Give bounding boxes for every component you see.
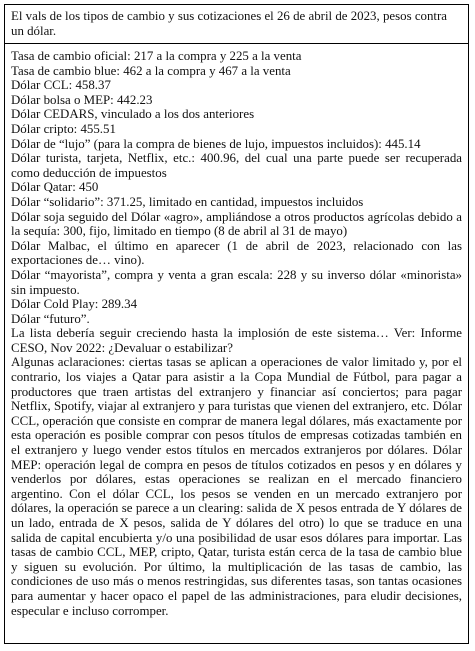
line-dolar-qatar: Dólar Qatar: 450	[11, 180, 99, 195]
line-dolar-malbac: Dólar Malbac, el último en aparecer (1 de abril de 2023, relacionado con las exportaciones de… vino).	[11, 238, 462, 268]
line-blue-rate: Tasa de cambio blue: 462 a la compra y 467 a la venta	[11, 63, 291, 78]
line-dolar-mep: Dólar bolsa o MEP: 442.23	[11, 92, 153, 107]
clarifications-paragraph: Algunas aclaraciones: ciertas tasas se aplican a operaciones de valor limitado y, por el contrario, los viajes a Qatar para asistir a la Copa Mundial de Fútbol, para pagar a productores que traen artistas del extranjero y financiar así conciertos; para pagar Netflix, Spotify, viajar al extranjero y para turistas que vienen del extranjero, etc. Dólar CCL, operación que consiste en comprar de manera legal dólares, más exactamente por esta operación es posible comprar con pesos títulos de empresas cotizadas también en el extranjero y luego vender estos títulos en mercados extranjeros por dólares. Dólar MEP: operación legal de compra en pesos de títulos cotizados en pesos y en dólares y venderlos por dólares, estas operaciones se realizan en el mercado financiero argentino. Con el dólar CCL, los pesos se venden en un mercado extranjero por dólares, la operación se parece a un clearing: salida de X pesos entrada de Y dólares de un lado, entrada de X pesos, salida de Y dólares del otro) lo que se traduce en una salida de capital encubierta y/o una posibilidad de usar esos dólares para importar. Las tasas de cambio CCL, MEP, cripto, Qatar, turista están cerca de la tasa de cambio blue y siguen su evolución. Por último, la multiplicación de las tasas de cambio, las condiciones de uso más o menos restringidas, sus diferentes tasas, son tantas ocasiones para aumentar y hacer opaco el papel de las administraciones, para eludir decisiones, especular e incluso corromper.	[11, 355, 462, 618]
line-dolar-lujo: Dólar de “lujo” (para la compra de bienes de lujo, impuestos incluidos): 445.14	[11, 136, 421, 151]
line-official-rate: Tasa de cambio oficial: 217 a la compra y 225 a la venta	[11, 49, 302, 63]
exchange-rates-box	[4, 4, 469, 644]
line-dolar-mayorista: Dólar “mayorista”, compra y venta a gran escala: 228 y su inverso dólar «minorista» sin impuesto.	[11, 267, 462, 297]
line-dolar-cedars: Dólar CEDARS, vinculado a los dos anteriores	[11, 107, 255, 122]
line-dolar-turista: Dólar turista, tarjeta, Netflix, etc.: 400.96, del cual una parte puede ser recuperada como deducción de impuestos	[11, 151, 462, 180]
box-content	[5, 44, 468, 618]
line-dolar-solidario: Dólar “solidario”: 371.25, limitado en cantidad, impuestos incluidos	[11, 194, 364, 209]
line-dolar-ccl: Dólar CCL: 458.37	[11, 78, 111, 93]
line-dolar-coldplay: Dólar Cold Play: 289.34	[11, 297, 138, 312]
line-list-note: La lista debería seguir creciendo hasta la implosión de este sistema… Ver: Informe CESO, Nov 2022: ¿Devaluar o estabilizar?	[11, 326, 462, 355]
line-dolar-soja: Dólar soja seguido del Dólar «agro», ampliándose a otros productos agrícolas debido a la sequía: 300, fijo, limitado en tiempo (8 de abril al 31 de mayo)	[11, 209, 462, 239]
box-title: El vals de los tipos de cambio y sus cotizaciones el 26 de abril de 2023, pesos contra un dólar.	[5, 5, 468, 44]
line-dolar-futuro: Dólar “futuro”.	[11, 311, 90, 326]
line-dolar-cripto: Dólar cripto: 455.51	[11, 121, 116, 136]
